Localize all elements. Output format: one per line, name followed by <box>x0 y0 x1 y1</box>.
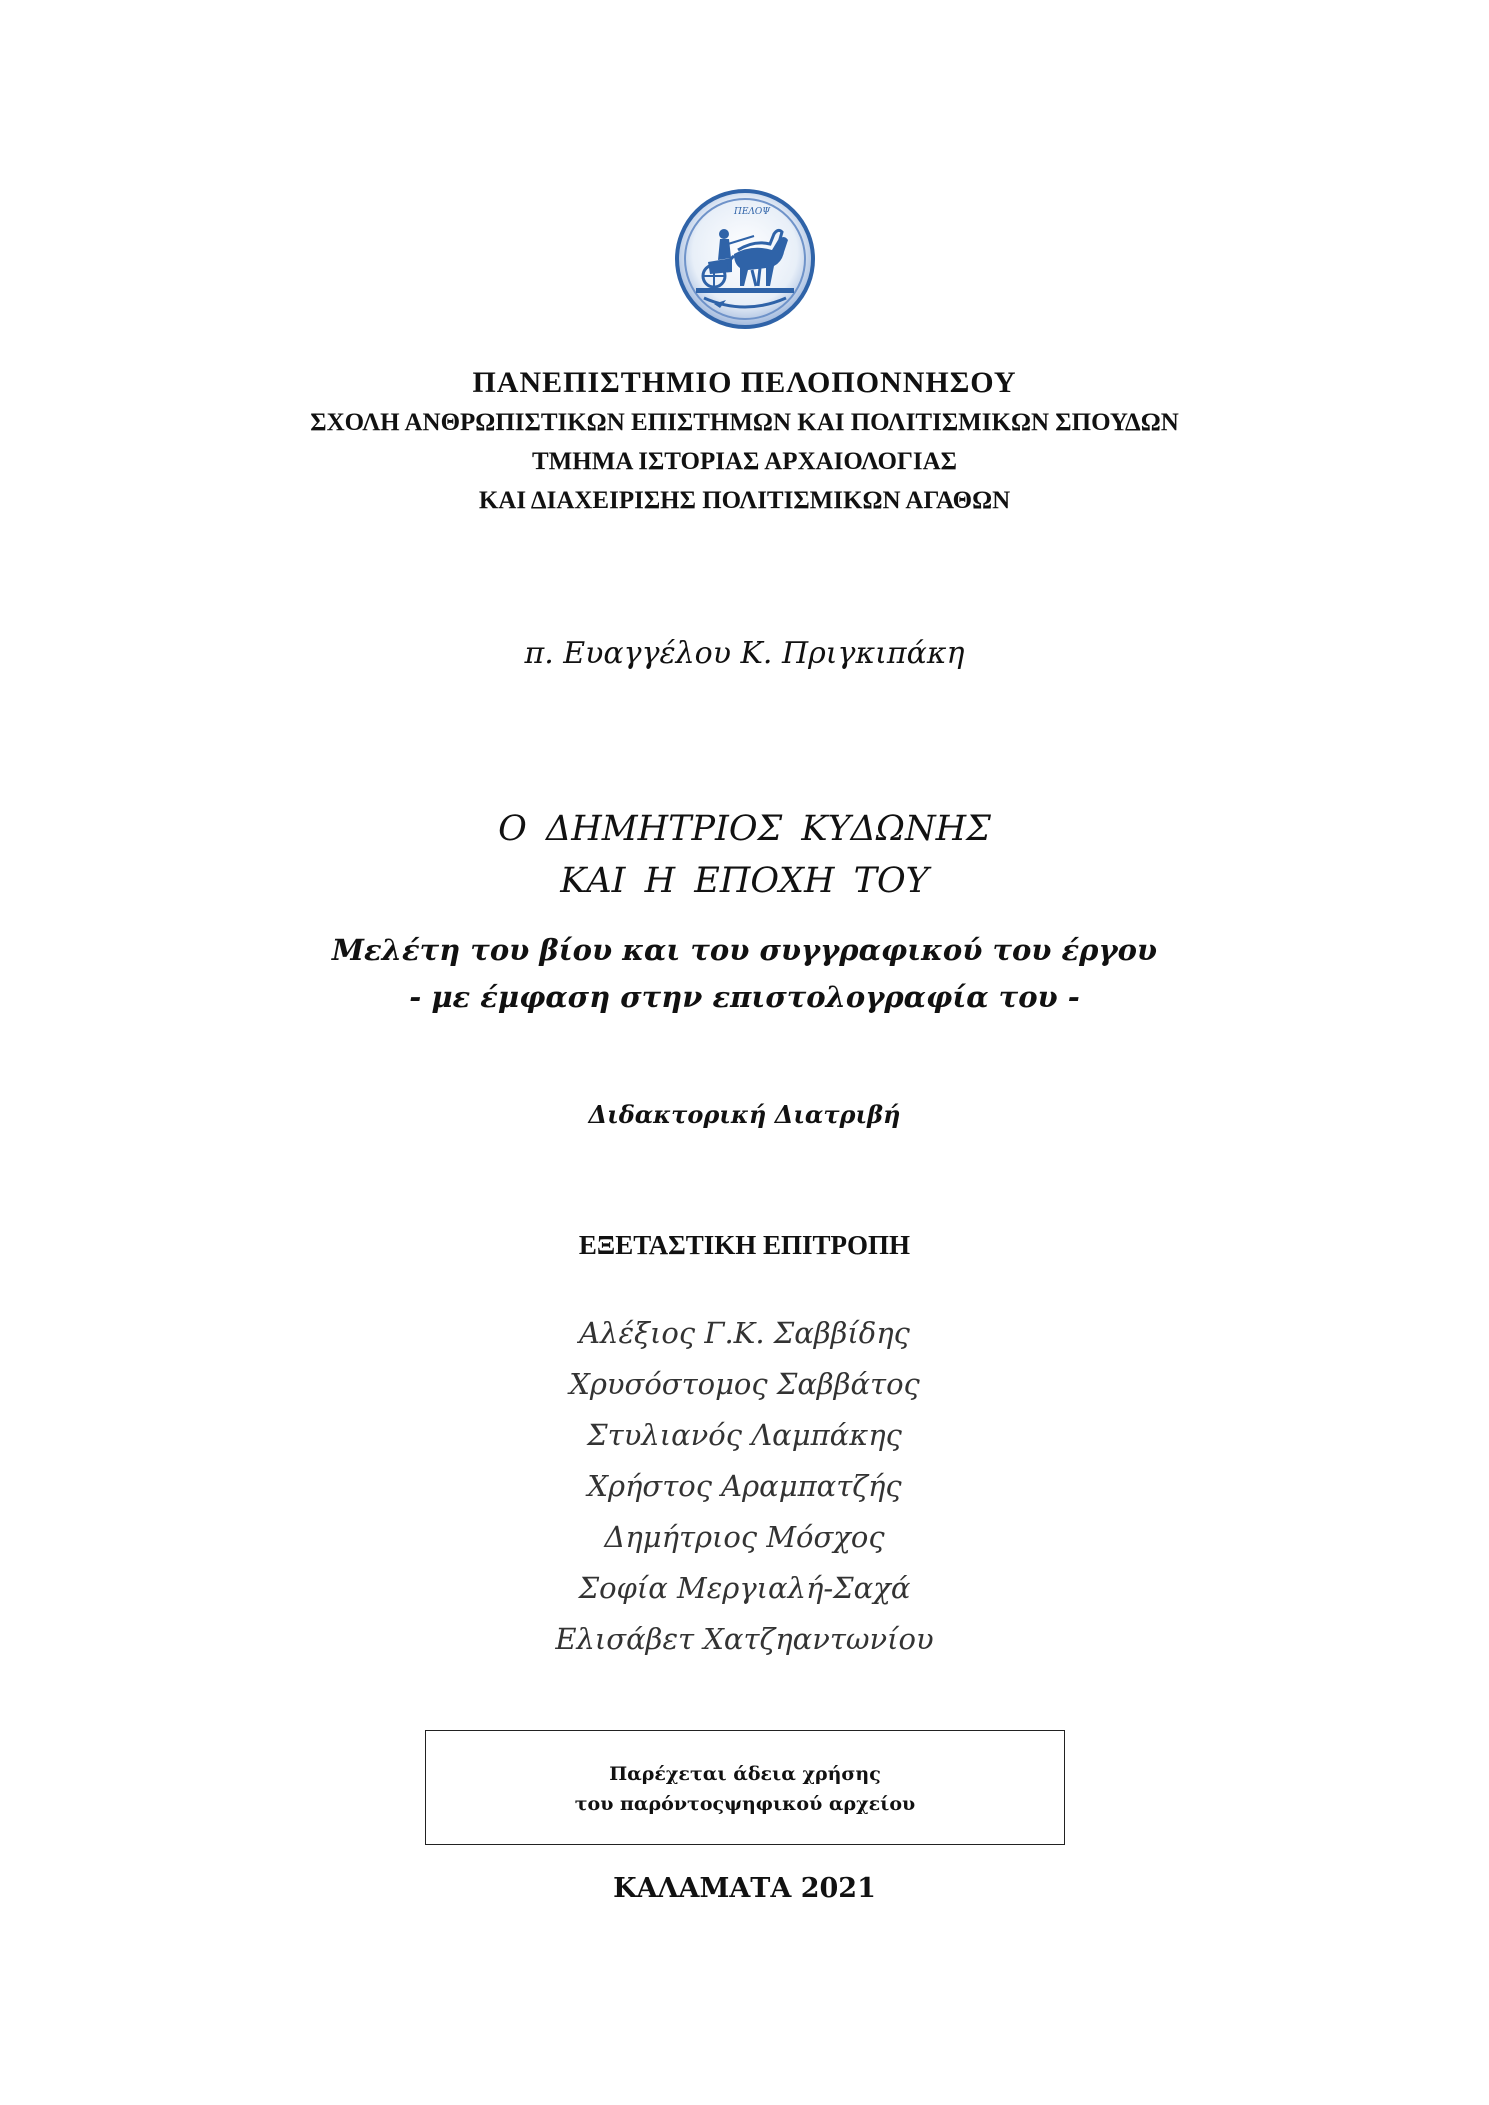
department-line-1: ΤΜΗΜΑ ΙΣΤΟΡΙΑΣ ΑΡΧΑΙΟΛΟΓΙΑΣ <box>532 448 957 475</box>
school-name: ΣΧΟΛΗ ΑΝΘΡΩΠΙΣΤΙΚΩΝ ΕΠΙΣΤΗΜΩΝ ΚΑΙ ΠΟΛΙΤΙΣΜΙΚΩΝ ΣΠΟΥΔΩΝ <box>310 409 1179 436</box>
thesis-subtitle-line-1: Μελέτη του βίου και του συγγραφικού του έργου <box>331 933 1158 967</box>
license-notice-box <box>425 1730 1065 1845</box>
license-line-2: του παρόντοςψηφικού αρχείου <box>574 1793 916 1815</box>
university-seal-chariot-icon <box>674 188 816 330</box>
committee-title: ΕΞΕΤΑΣΤΙΚΗ ΕΠΙΤΡΟΠΗ <box>578 1230 911 1260</box>
committee-member: Χρυσόστομος Σαββάτος <box>569 1367 920 1401</box>
committee-member: Αλέξιος Γ.Κ. Σαββίδης <box>579 1316 910 1350</box>
thesis-title-line-2: ΚΑΙ Η ΕΠΟΧΗ ΤΟΥ <box>560 861 929 901</box>
place-and-year: ΚΑΛΑΜΑΤΑ 2021 <box>613 1873 876 1904</box>
committee-member: Δημήτριος Μόσχος <box>604 1520 885 1554</box>
thesis-title-line-1: Ο ΔΗΜΗΤΡΙΟΣ ΚΥΔΩΝΗΣ <box>498 809 991 849</box>
committee-member: Χρήστος Αραμπατζής <box>587 1469 902 1503</box>
university-name: ΠΑΝΕΠΙΣΤΗΜΙΟ ΠΕΛΟΠΟΝΝΗΣΟΥ <box>472 366 1017 399</box>
committee-member: Ελισάβετ Χατζηαντωνίου <box>555 1622 934 1656</box>
committee-member: Σοφία Μεργιαλή-Σαχά <box>578 1571 911 1605</box>
committee-member: Στυλιανός Λαμπάκης <box>587 1418 902 1452</box>
thesis-subtitle-line-2: - με έμφαση στην επιστολογραφία του - <box>409 980 1080 1014</box>
author-name: π. Ευαγγέλου Κ. Πριγκιπάκη <box>524 636 965 671</box>
thesis-type: Διδακτορική Διατριβή <box>588 1100 901 1129</box>
department-line-2: ΚΑΙ ΔΙΑΧΕΙΡΙΣΗΣ ΠΟΛΙΤΙΣΜΙΚΩΝ ΑΓΑΘΩΝ <box>478 487 1011 514</box>
license-line-1: Παρέχεται άδεια χρήσης <box>609 1763 881 1785</box>
svg-text:ΠΕΛΟΨ: ΠΕΛΟΨ <box>734 207 771 217</box>
